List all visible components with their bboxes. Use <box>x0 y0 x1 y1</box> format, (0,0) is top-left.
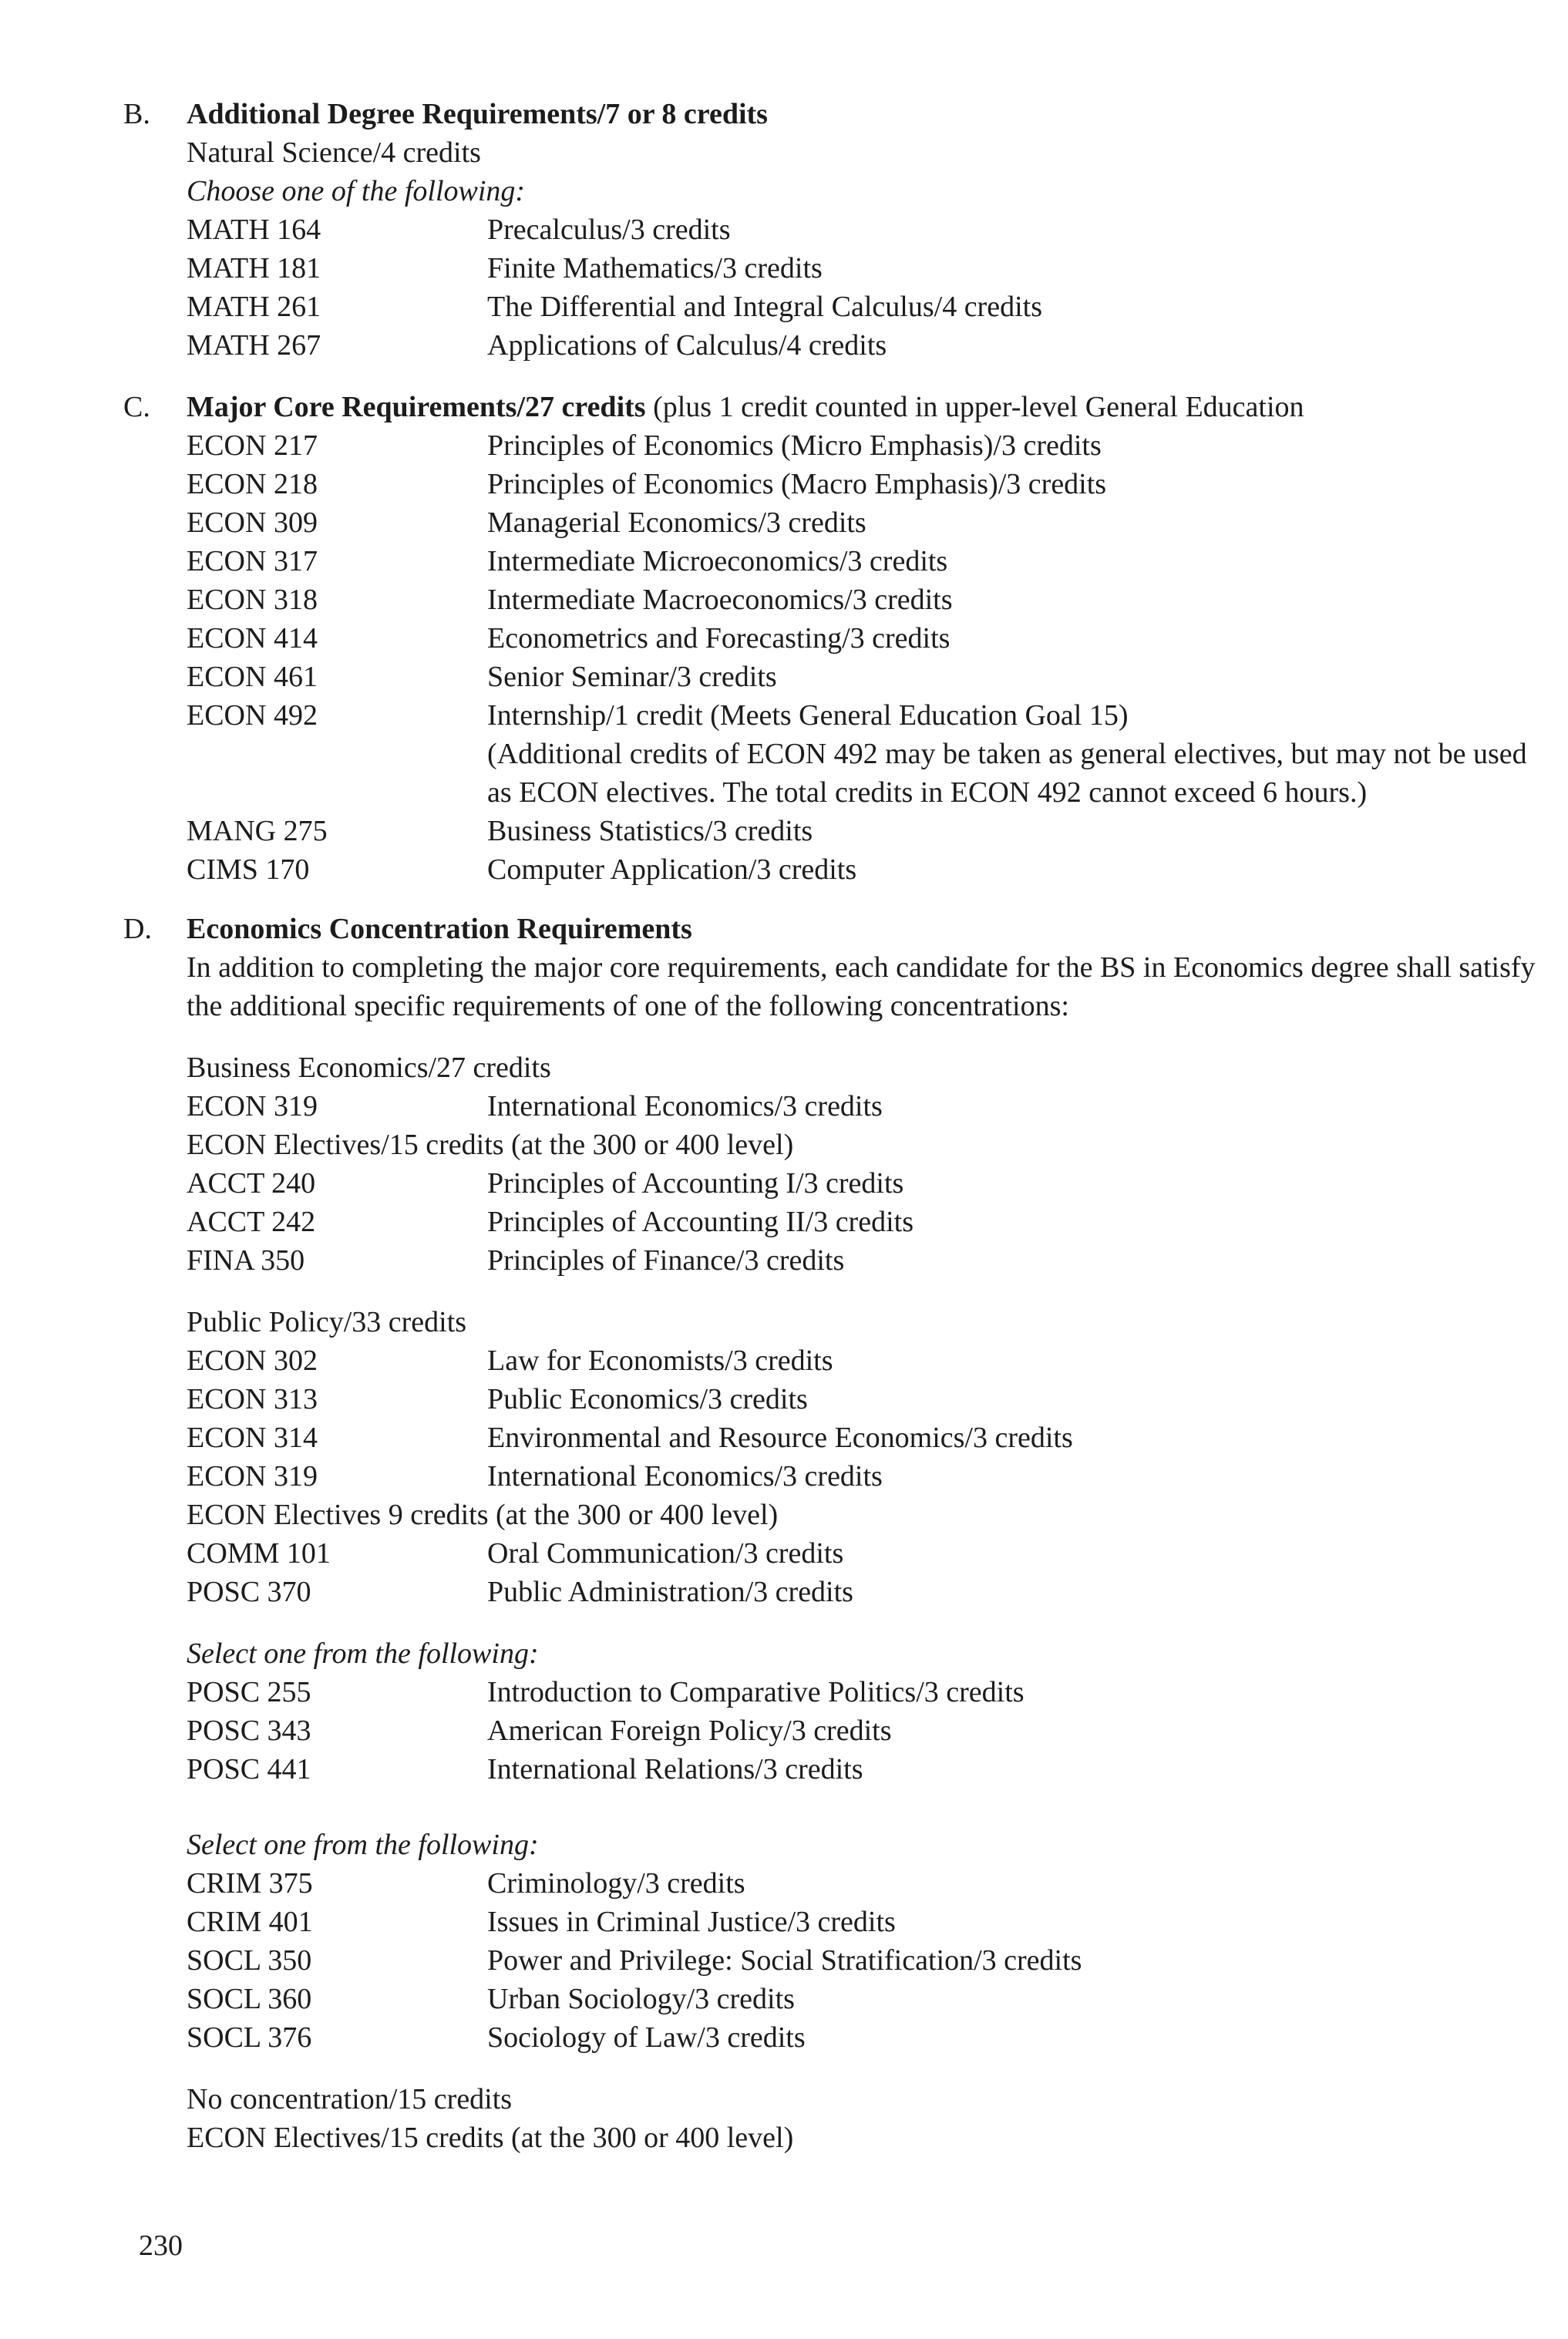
course-row <box>187 1087 1542 1126</box>
course-code: ECON 313 <box>187 1383 318 1415</box>
course-title: Applications of Calculus/4 credits <box>487 329 887 362</box>
electives-line: ECON Electives 9 credits (at the 300 or 400 level) <box>187 1499 779 1531</box>
course-code: ECON 317 <box>187 545 318 577</box>
course-code: ECON 319 <box>187 1460 318 1493</box>
course-title: Sociology of Law/3 credits <box>487 2021 806 2054</box>
course-row <box>187 210 1542 249</box>
course-code: CIMS 170 <box>187 853 310 886</box>
course-code: CRIM 401 <box>187 1906 313 1938</box>
course-title: Urban Sociology/3 credits <box>487 1983 795 2015</box>
course-code: MANG 275 <box>187 815 328 847</box>
course-title: Principles of Economics (Macro Emphasis)/3 credits <box>487 468 1107 500</box>
course-row <box>187 1711 1542 1750</box>
course-row <box>187 696 1542 735</box>
course-code: ECON 314 <box>187 1422 318 1454</box>
course-title: Finite Mathematics/3 credits <box>487 252 823 284</box>
section-heading: Economics Concentration Requirements <box>187 913 692 945</box>
course-row <box>187 426 1542 465</box>
section-heading: Additional Degree Requirements/7 or 8 credits <box>187 98 768 130</box>
course-row <box>187 326 1542 365</box>
course-title: Principles of Finance/3 credits <box>487 1244 845 1277</box>
section-d <box>123 910 1542 2157</box>
section-letter: B. <box>123 98 150 130</box>
section-heading-line <box>187 388 1542 426</box>
course-code: ECON 309 <box>187 507 318 539</box>
course-code: ECON 218 <box>187 468 318 500</box>
course-row <box>187 249 1542 288</box>
course-row <box>187 1864 1542 1903</box>
course-row <box>187 1573 1542 1611</box>
section-letter: D. <box>123 913 152 945</box>
course-code: CRIM 375 <box>187 1867 313 1900</box>
course-code: ECON 414 <box>187 622 318 655</box>
course-row <box>187 850 1542 889</box>
choose-label: Choose one of the following: <box>187 175 526 207</box>
course-row <box>187 812 1542 850</box>
course-code: MATH 267 <box>187 329 321 362</box>
course-title: Principles of Economics (Micro Emphasis)/3 credits <box>487 429 1102 462</box>
course-code: MATH 164 <box>187 214 321 246</box>
section-heading-note: (plus 1 credit counted in upper-level General Education <box>645 391 1304 423</box>
course-row <box>187 542 1542 581</box>
course-title: Oral Communication/3 credits <box>487 1537 844 1570</box>
course-code: ECON 318 <box>187 584 318 616</box>
course-row <box>187 465 1542 503</box>
course-row <box>187 581 1542 619</box>
course-title: Public Administration/3 credits <box>487 1576 853 1608</box>
course-code: POSC 255 <box>187 1676 311 1708</box>
concentration-title: No concentration/15 credits <box>187 2083 513 2115</box>
course-row <box>187 1457 1542 1496</box>
course-title: Power and Privilege: Social Stratification/3 credits <box>487 1944 1082 1977</box>
course-title: International Economics/3 credits <box>487 1090 883 1122</box>
section-b <box>123 95 1542 365</box>
course-title: Econometrics and Forecasting/3 credits <box>487 622 951 655</box>
course-title: Precalculus/3 credits <box>487 214 731 246</box>
course-row <box>187 1164 1542 1203</box>
course-title: Computer Application/3 credits <box>487 853 857 886</box>
select-label: Select one from the following: <box>187 1829 539 1861</box>
course-title: Business Statistics/3 credits <box>487 815 813 847</box>
electives-line: ECON Electives/15 credits (at the 300 or 400 level) <box>187 2122 794 2154</box>
course-row <box>187 1380 1542 1419</box>
course-note-row <box>187 735 1542 812</box>
course-code: ECON 492 <box>187 699 318 732</box>
course-code: ECON 302 <box>187 1345 318 1377</box>
course-code: MATH 181 <box>187 252 321 284</box>
course-row <box>187 1673 1542 1711</box>
course-row <box>187 1241 1542 1280</box>
course-row <box>187 1980 1542 2018</box>
electives-line: ECON Electives/15 credits (at the 300 or 400 level) <box>187 1129 794 1161</box>
course-code: SOCL 350 <box>187 1944 312 1977</box>
course-title: Issues in Criminal Justice/3 credits <box>487 1906 896 1938</box>
course-code: ACCT 242 <box>187 1206 316 1238</box>
concentration-title: Public Policy/33 credits <box>187 1306 467 1338</box>
course-row <box>187 1341 1542 1380</box>
section-c <box>123 388 1542 889</box>
course-row <box>187 288 1542 326</box>
course-code: ECON 217 <box>187 429 318 462</box>
concentration-title: Business Economics/27 credits <box>187 1052 551 1084</box>
course-title: Law for Economists/3 credits <box>487 1345 833 1377</box>
course-row <box>187 1750 1542 1789</box>
course-row <box>187 1903 1542 1941</box>
course-code: POSC 343 <box>187 1715 311 1747</box>
course-title: International Relations/3 credits <box>487 1753 863 1785</box>
course-code: ACCT 240 <box>187 1167 316 1200</box>
page-number: 230 <box>139 2230 183 2262</box>
course-title: Managerial Economics/3 credits <box>487 507 866 539</box>
section-subtitle: Natural Science/4 credits <box>187 136 481 169</box>
course-row <box>187 1941 1542 1980</box>
section-letter: C. <box>123 391 150 423</box>
section-intro: In addition to completing the major core requirements, each candidate for the BS in Economics degree shall satisfy the additional specific requirements of one of the following concentrations: <box>187 951 1536 1022</box>
course-title: Internship/1 credit (Meets General Education Goal 15) <box>487 699 1129 732</box>
course-title: Principles of Accounting I/3 credits <box>487 1167 904 1200</box>
course-row <box>187 1419 1542 1457</box>
course-title: Principles of Accounting II/3 credits <box>487 1206 914 1238</box>
course-title: Senior Seminar/3 credits <box>487 661 777 693</box>
course-title: American Foreign Policy/3 credits <box>487 1715 892 1747</box>
course-row <box>187 1203 1542 1241</box>
course-title: Criminology/3 credits <box>487 1867 745 1900</box>
course-title: Introduction to Comparative Politics/3 credits <box>487 1676 1025 1708</box>
course-code: SOCL 376 <box>187 2021 312 2054</box>
course-row <box>187 1534 1542 1573</box>
course-code: MATH 261 <box>187 291 321 323</box>
course-title: Public Economics/3 credits <box>487 1383 808 1415</box>
course-code: POSC 370 <box>187 1576 311 1608</box>
course-code: POSC 441 <box>187 1753 311 1785</box>
course-row <box>187 503 1542 542</box>
section-heading: Major Core Requirements/27 credits <box>187 391 646 423</box>
select-label: Select one from the following: <box>187 1637 539 1670</box>
course-code: COMM 101 <box>187 1537 331 1570</box>
course-code: ECON 461 <box>187 661 318 693</box>
internship-note: (Additional credits of ECON 492 may be taken as general electives, but may not be used as ECON electives. The total credits in ECON 492 cannot exceed 6 hours.) <box>487 738 1527 809</box>
course-code: ECON 319 <box>187 1090 318 1122</box>
course-title: The Differential and Integral Calculus/4 credits <box>487 291 1042 323</box>
course-row <box>187 658 1542 696</box>
course-title: International Economics/3 credits <box>487 1460 883 1493</box>
course-title: Intermediate Microeconomics/3 credits <box>487 545 948 577</box>
course-row <box>187 619 1542 658</box>
course-title: Intermediate Macroeconomics/3 credits <box>487 584 953 616</box>
course-code: FINA 350 <box>187 1244 305 1277</box>
course-code: SOCL 360 <box>187 1983 312 2015</box>
course-row <box>187 2018 1542 2057</box>
course-title: Environmental and Resource Economics/3 credits <box>487 1422 1073 1454</box>
